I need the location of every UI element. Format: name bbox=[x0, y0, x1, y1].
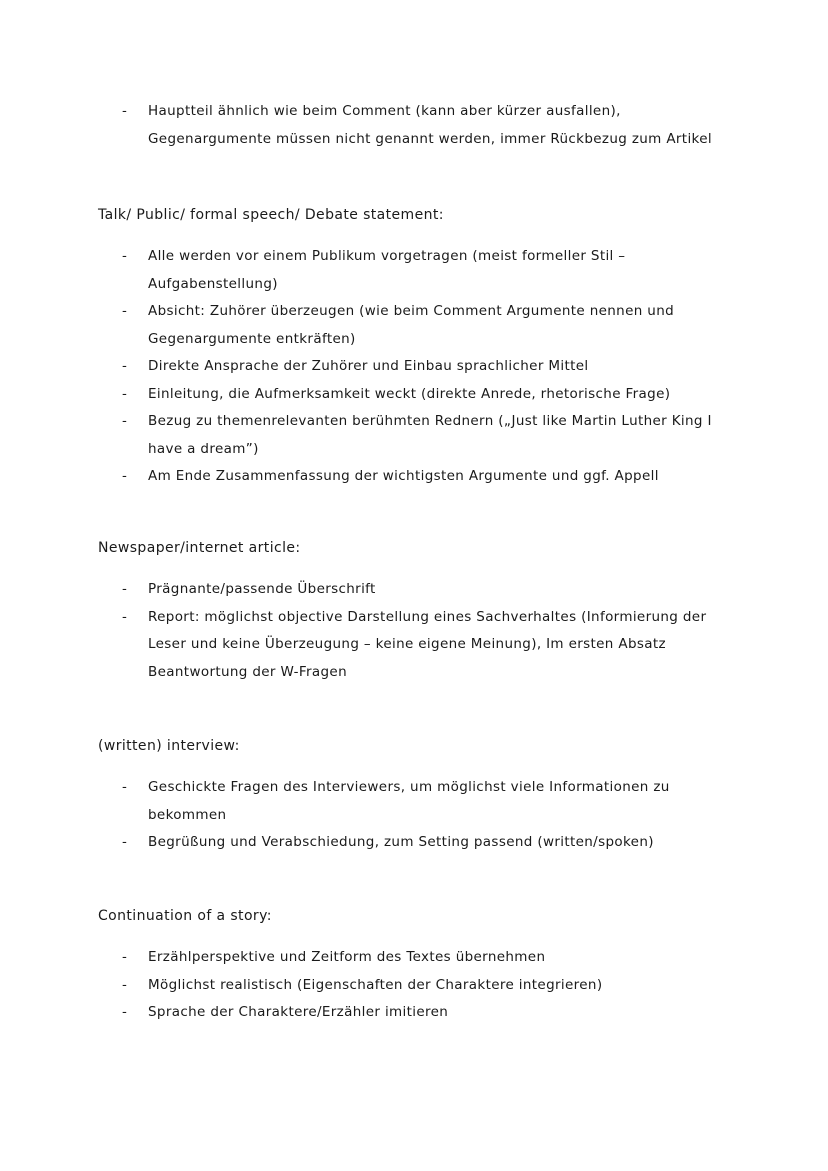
list-item: - Report: möglichst objective Darstellung eines Sachverhaltes (Informierung der Leser und keine Überzeugung – keine eigene Meinung), Im ersten Absatz Beantwortung der W-Fragen bbox=[98, 604, 738, 687]
list-item: - Begrüßung und Verabschiedung, zum Setting passend (written/spoken) bbox=[98, 829, 738, 857]
list-item: - Hauptteil ähnlich wie beim Comment (kann aber kürzer ausfallen), Gegenargumente müssen nicht genannt werden, immer Rückbezug zum Artikel bbox=[98, 98, 738, 153]
story-section bbox=[98, 906, 738, 1027]
list-item: - Geschickte Fragen des Interviewers, um möglichst viele Informationen zu bekommen bbox=[98, 774, 738, 829]
interview-list bbox=[98, 774, 738, 857]
article-list bbox=[98, 576, 738, 686]
list-item: - Erzählperspektive und Zeitform des Textes übernehmen bbox=[98, 944, 738, 972]
article-section bbox=[98, 538, 738, 686]
section-heading-speech: Talk/ Public/ formal speech/ Debate statement: bbox=[98, 207, 444, 223]
interview-section bbox=[98, 736, 738, 857]
speech-section bbox=[98, 205, 738, 491]
section-heading-story: Continuation of a story: bbox=[98, 908, 272, 924]
section-heading-interview: (written) interview: bbox=[98, 738, 240, 754]
list-item: - Am Ende Zusammenfassung der wichtigsten Argumente und ggf. Appell bbox=[98, 463, 738, 491]
list-item: - Absicht: Zuhörer überzeugen (wie beim Comment Argumente nennen und Gegenargumente entkräften) bbox=[98, 298, 738, 353]
story-list bbox=[98, 944, 738, 1027]
speech-list bbox=[98, 243, 738, 491]
intro-list bbox=[98, 98, 738, 153]
list-item: - Prägnante/passende Überschrift bbox=[98, 576, 738, 604]
list-item: - Direkte Ansprache der Zuhörer und Einbau sprachlicher Mittel bbox=[98, 353, 738, 381]
section-heading-article: Newspaper/internet article: bbox=[98, 540, 301, 556]
list-item: - Alle werden vor einem Publikum vorgetragen (meist formeller Stil – Aufgabenstellung) bbox=[98, 243, 738, 298]
list-item: - Sprache der Charaktere/Erzähler imitieren bbox=[98, 999, 738, 1027]
list-item: - Einleitung, die Aufmerksamkeit weckt (direkte Anrede, rhetorische Frage) bbox=[98, 381, 738, 409]
list-item: - Möglichst realistisch (Eigenschaften der Charaktere integrieren) bbox=[98, 972, 738, 1000]
list-item: - Bezug zu themenrelevanten berühmten Rednern („Just like Martin Luther King I have a dream”) bbox=[98, 408, 738, 463]
intro-section bbox=[98, 98, 738, 153]
